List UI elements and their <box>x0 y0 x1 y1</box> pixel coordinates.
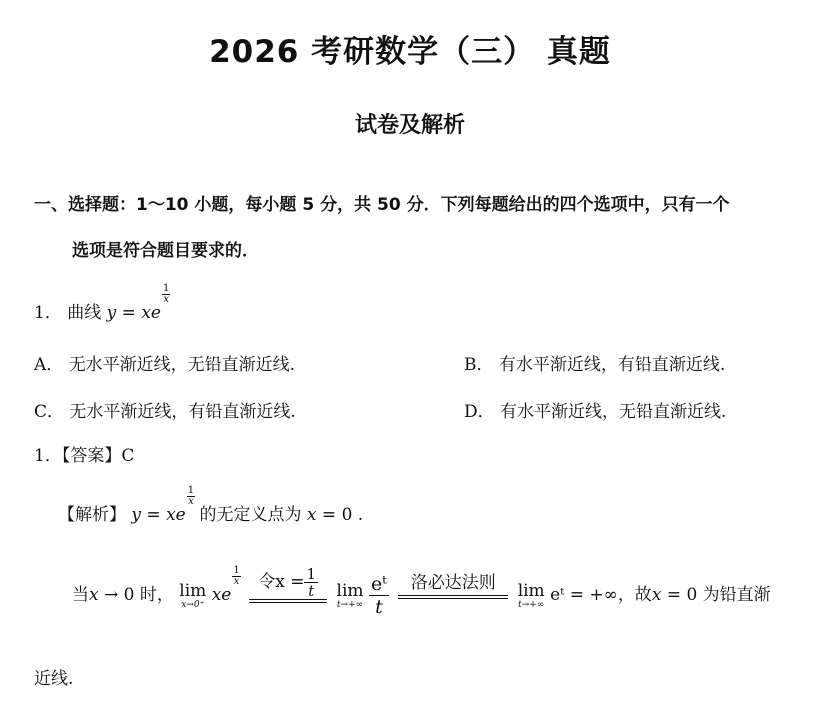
option-d-letter: D． <box>464 402 495 422</box>
limit-3 <box>518 582 545 610</box>
exp-den: x <box>163 294 169 305</box>
limit-x: x <box>89 585 99 605</box>
substitution-text: 令x = <box>258 572 305 592</box>
limit-3-expr: eᵗ = +∞ <box>550 585 618 605</box>
limit-2-frac <box>369 573 389 618</box>
lhopital-label: 洛必达法则 <box>410 572 496 593</box>
section-line-1: 一、选择题：1～10 小题，每小题 5 分，共 50 分．下列每题给出的四个选项中，只有一个 <box>34 195 730 215</box>
conclusion-x: x <box>651 585 662 605</box>
formula-exponent <box>162 284 170 305</box>
option-d <box>464 397 726 422</box>
question-stem <box>34 283 170 323</box>
formula-eq: = <box>116 303 142 323</box>
formula-base: xe <box>141 303 161 323</box>
option-b <box>464 350 725 375</box>
limit-2-word: lim <box>336 580 364 601</box>
limit-1-expr: xe <box>211 585 232 605</box>
section-heading <box>34 182 794 274</box>
limit-1-exp-num: 1 <box>233 565 240 576</box>
exp-num: 1 <box>162 283 170 294</box>
option-c-text: 无水平渐近线，有铅直渐近线. <box>69 402 296 422</box>
limit-when: 当 <box>72 585 89 605</box>
page-subtitle: 试卷及解析 <box>354 113 465 138</box>
substitution-frac <box>304 566 318 599</box>
limit-conclusion: ，故 <box>617 585 652 605</box>
substitution-den: t <box>308 582 315 600</box>
option-a-text: 无水平渐近线，无铅直渐近线. <box>68 355 296 375</box>
option-d-text: 有水平渐近线，无铅直渐近线. <box>500 402 727 422</box>
analysis-y: y <box>131 505 142 525</box>
option-b-letter: B． <box>464 355 494 375</box>
analysis-eq: = <box>141 505 167 525</box>
substitution-arrow <box>249 566 327 625</box>
limit-1-exp-den: x <box>233 576 240 587</box>
limit-2-num: eᵗ <box>370 573 387 595</box>
option-a-letter: A． <box>34 355 64 375</box>
analysis-text-1: 的无定义点为 <box>199 505 302 525</box>
substitution-num: 1 <box>306 565 317 583</box>
lhopital-arrow <box>398 571 508 621</box>
limit-1-sub: x→0⁺ <box>181 599 205 610</box>
option-c-letter: C． <box>34 402 65 422</box>
section-line-2: 选项是符合题目要求的． <box>72 241 259 261</box>
limit-conclusion-2: = 0 为铅直渐 <box>661 585 771 605</box>
analysis-text-2: = 0 . <box>316 505 364 525</box>
answer-line: 1．【答案】C <box>34 446 135 466</box>
limit-arrow: → 0 时， <box>98 585 174 605</box>
analysis-exp-num: 1 <box>187 485 195 496</box>
substitution-label <box>249 566 327 599</box>
formula-lhs: y <box>106 303 117 323</box>
limit-1 <box>179 582 206 610</box>
last-line: 近线. <box>34 669 74 689</box>
question-stem-prefix: 曲线 <box>67 303 102 323</box>
analysis-label: 【解析】 <box>58 505 126 525</box>
limit-2-den: t <box>375 596 383 618</box>
limit-2 <box>337 582 364 610</box>
page-title: 2026 考研数学（三） 真题 <box>209 34 611 70</box>
limit-3-word: lim <box>517 580 545 601</box>
analysis-exp-den: x <box>188 496 194 507</box>
limit-line <box>72 566 771 625</box>
limit-1-exponent <box>232 566 240 587</box>
limit-2-sub: t→+∞ <box>336 599 364 610</box>
analysis-line <box>58 485 364 525</box>
analysis-exponent <box>187 486 195 507</box>
option-b-text: 有水平渐近线，有铅直渐近线. <box>498 355 726 375</box>
question-number: 1． <box>34 303 62 323</box>
option-c <box>34 397 296 422</box>
option-a <box>34 350 295 375</box>
analysis-x: x <box>306 505 317 525</box>
analysis-base: xe <box>166 505 186 525</box>
limit-3-sub: t→+∞ <box>518 599 545 610</box>
limit-1-word: lim <box>179 580 207 601</box>
